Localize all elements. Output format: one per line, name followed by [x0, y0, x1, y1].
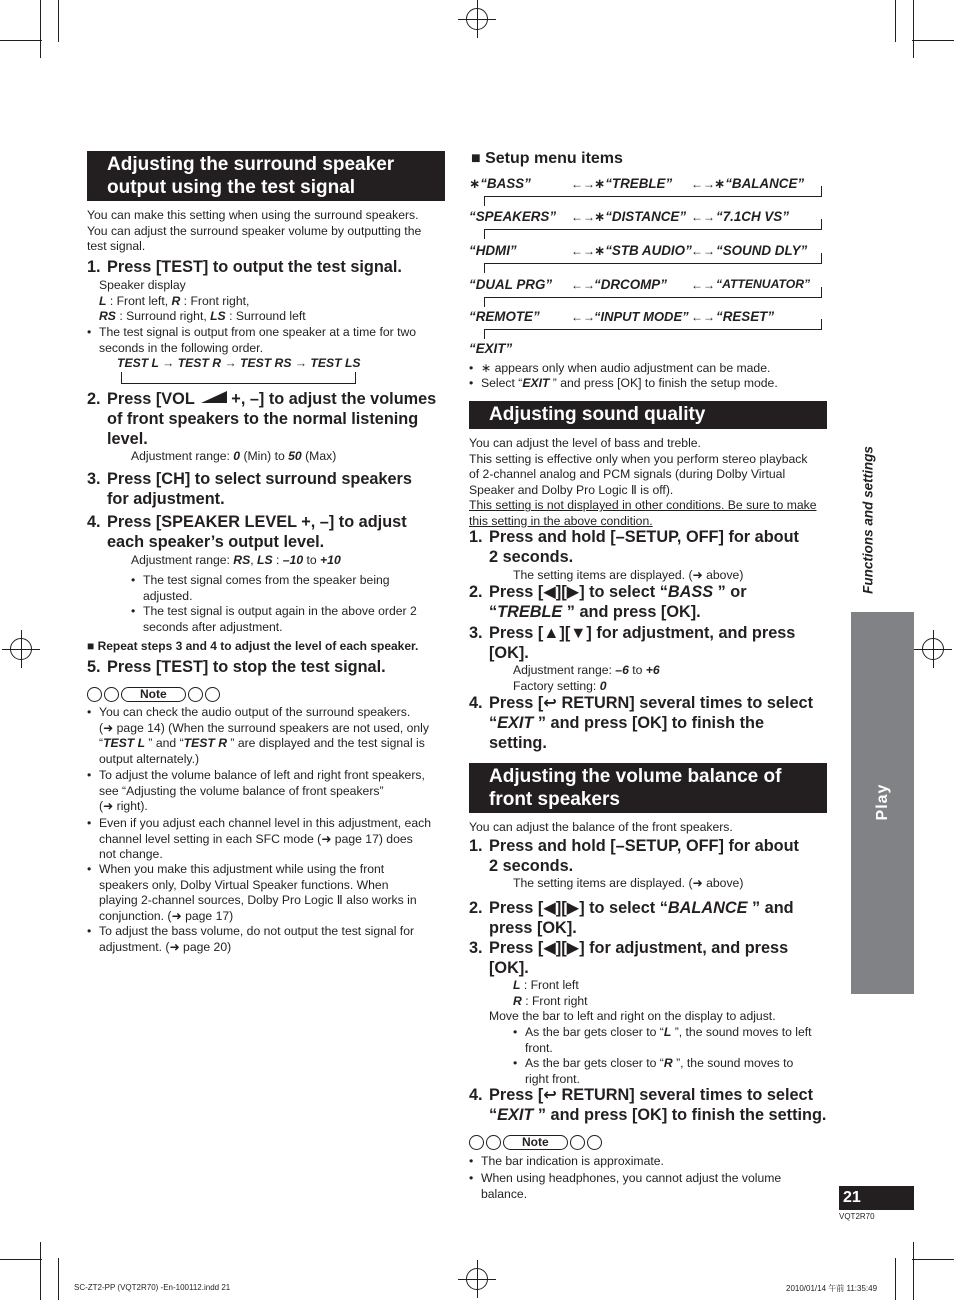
- legend-line: [99, 294, 439, 310]
- bullet-line: [525, 1056, 827, 1072]
- bidirectional-arrow-icon: ←→: [691, 278, 715, 292]
- menu-bullet: [469, 361, 827, 377]
- menu-item-drcomp: “DRCOMP”: [594, 277, 667, 292]
- intro-line: of 2-channel analog and PCM signals (during Dolby Virtual: [469, 467, 786, 482]
- step-number: 4.: [87, 513, 101, 531]
- step-number: 3.: [87, 470, 101, 488]
- bidirectional-arrow-icon: ←→: [571, 278, 595, 292]
- legend-line: [513, 978, 588, 994]
- legend-line: [513, 994, 588, 1010]
- menu-connector: [484, 196, 822, 197]
- legend-text: : Surround right,: [115, 309, 211, 324]
- crop-mark: [0, 1259, 42, 1260]
- side-tab-functions: [851, 430, 885, 610]
- step-line: Press and hold [–SETUP, OFF] for about: [489, 837, 799, 855]
- bullet-line: [525, 1025, 827, 1041]
- menu-item-input-mode: “INPUT MODE”: [594, 309, 689, 324]
- crop-mark: [912, 1259, 954, 1260]
- range-label: Factory setting:: [513, 678, 600, 693]
- step-text: ” and: [747, 899, 794, 917]
- note-item: [87, 768, 445, 815]
- note-circle: [188, 687, 203, 702]
- step-number: 3.: [469, 624, 483, 642]
- note-item: [87, 816, 445, 863]
- note-line: [99, 736, 445, 752]
- bidirectional-arrow-icon: ←→: [691, 310, 715, 324]
- sub-bullet: [131, 573, 441, 604]
- bullet-line: front.: [525, 1040, 553, 1055]
- step-line: level.: [107, 429, 148, 448]
- bullet-text: ” and press [OK] to finish the setup mode.: [549, 376, 778, 390]
- range-max: +10: [320, 553, 341, 567]
- step-key: EXIT: [497, 713, 534, 732]
- note-text: ” are displayed and the test signal is: [227, 736, 425, 751]
- repeat-instruction: ■ Repeat steps 3 and 4 to adjust the level of each speaker.: [87, 639, 419, 653]
- note-item: [469, 1154, 827, 1170]
- loop-line: [355, 372, 356, 384]
- step-text: Press [TEST] to stop the test signal.: [107, 658, 386, 676]
- legend-key: R: [171, 293, 181, 308]
- sq-step-4: [469, 694, 829, 753]
- note-item: [87, 862, 445, 924]
- crop-mark: [912, 40, 954, 41]
- note-line: channel level setting in each SFC mode (➜ page 17) does: [99, 831, 413, 846]
- crop-mark: [895, 1258, 896, 1300]
- range-text: to: [303, 553, 321, 567]
- menu-connector: [821, 253, 822, 264]
- menu-item-exit: “EXIT”: [469, 341, 513, 356]
- speaker-display-legend: [99, 278, 439, 325]
- menu-connector: [484, 229, 822, 230]
- bullet-line: right front.: [525, 1071, 580, 1086]
- menu-connector: [484, 329, 485, 339]
- step-line: for adjustment.: [107, 489, 225, 508]
- step-text: Press [VOL: [107, 390, 195, 408]
- intro-line: This setting is effective only when you perform stereo playback: [469, 451, 808, 466]
- menu-item-remote: “REMOTE”: [469, 309, 540, 324]
- range-text: to: [628, 663, 646, 677]
- range-min: –10: [282, 553, 304, 567]
- menu-item-treble: ∗“TREBLE”: [594, 176, 673, 191]
- step-line: Press and hold [–SETUP, OFF] for about: [489, 528, 799, 546]
- crop-mark: [40, 1242, 41, 1300]
- vb-legend: [513, 978, 588, 1009]
- note-line: not change.: [99, 847, 163, 862]
- note-line: speakers only, Dolby Virtual Speaker functions. When: [99, 877, 389, 892]
- range-label: Adjustment range:: [513, 663, 616, 677]
- note-line: (➜ page 14) (When the surround speakers are not used, only: [99, 720, 429, 735]
- step-text: “: [489, 1105, 498, 1124]
- note-line: balance.: [481, 1186, 528, 1201]
- vb-bullet: [513, 1025, 827, 1056]
- note-circle: [87, 687, 102, 702]
- range-text: ,: [250, 553, 258, 567]
- step-text: Press [◀][▶] to select “: [489, 583, 668, 601]
- menu-item-sound-dly: “SOUND DLY”: [716, 243, 808, 258]
- step-text: ” and press [OK] to finish the setting.: [533, 1105, 827, 1124]
- intro-line: test signal.: [87, 239, 146, 254]
- legend-title: Speaker display: [99, 278, 186, 292]
- step-text: +, –] to adjust the volumes: [226, 390, 437, 408]
- step-line: [489, 603, 829, 623]
- heading-line: Adjusting the surround speaker: [107, 154, 395, 175]
- note-item: [469, 1171, 827, 1202]
- step-number: 1.: [87, 258, 101, 276]
- legend-key: R: [513, 993, 522, 1008]
- note-text: ” and “: [145, 736, 184, 751]
- sq-step-3: [469, 624, 829, 664]
- vb-step-4: [469, 1086, 831, 1126]
- note-label: Note: [121, 687, 186, 702]
- test-order: TEST L → TEST R → TEST RS → TEST LS: [117, 356, 361, 370]
- intro-line: Speaker and Dolby Pro Logic Ⅱ is off).: [469, 482, 674, 497]
- menu-item-balance: ∗“BALANCE”: [714, 176, 805, 191]
- legend-key: L: [99, 293, 107, 308]
- step-line: Press [↩ RETURN] several times to select: [489, 694, 814, 712]
- crop-mark: [40, 0, 41, 58]
- page-number: 21: [839, 1186, 914, 1210]
- bidirectional-arrow-icon: ←→: [571, 210, 595, 224]
- range-min: 0: [233, 449, 241, 463]
- bullet-text: As the bar gets closer to “: [525, 1025, 664, 1039]
- note-header: [469, 1135, 604, 1150]
- menu-item-speakers: “SPEAKERS”: [469, 209, 557, 224]
- crop-mark: [913, 1242, 914, 1300]
- menu-item-distance: ∗“DISTANCE”: [594, 209, 687, 224]
- legend-text: : Surround left: [225, 309, 306, 324]
- footer-file: SC-ZT2-PP (VQT2R70) -En-100112.indd 21: [74, 1283, 231, 1292]
- step-line: of front speakers to the normal listening: [107, 409, 419, 428]
- step-key: EXIT: [497, 1105, 534, 1124]
- note-line: playing 2-channel sources, Dolby Pro Logic Ⅱ also works in: [99, 893, 417, 908]
- menu-item-dual-prg: “DUAL PRG”: [469, 277, 553, 292]
- vb-step-2: [469, 899, 829, 939]
- heading-line: output using the test signal: [107, 177, 356, 198]
- note-item: [87, 924, 445, 955]
- heading-line: Adjusting the volume balance of: [489, 766, 782, 787]
- crop-mark: [58, 1258, 59, 1300]
- menu-connector: [484, 196, 485, 206]
- heading-line: front speakers: [489, 789, 620, 810]
- registration-mark: [466, 8, 488, 30]
- step-text: ” or: [713, 583, 747, 601]
- crop-mark: [913, 0, 914, 58]
- step-line: press [OK].: [489, 918, 577, 937]
- bullet-text: ”, the sound moves to left: [671, 1025, 812, 1039]
- step-line: each speaker’s output level.: [107, 532, 325, 551]
- test-bullet: [87, 325, 442, 356]
- menu-item-reset: “RESET”: [716, 309, 775, 324]
- intro-line: This setting is not displayed in other conditions. Be sure to make: [469, 498, 817, 513]
- registration-mark: [10, 638, 32, 660]
- loop-line: [121, 383, 356, 384]
- range-label: Adjustment range:: [131, 553, 234, 567]
- range-text: :: [272, 553, 283, 567]
- note-line: output alternately.): [99, 751, 200, 766]
- intro-line: this setting in the above condition.: [469, 513, 653, 528]
- step-line: [OK].: [489, 958, 529, 977]
- step-line: Press [↩ RETURN] several times to select: [489, 1086, 814, 1104]
- note-line: • To adjust the bass volume, do not output the test signal for: [99, 924, 415, 938]
- legend-text: : Front left: [520, 978, 579, 992]
- note-line: • Even if you adjust each channel level in this adjustment, each: [99, 816, 431, 830]
- range-min: –6: [615, 663, 629, 677]
- step-line: Press [◀][▶] for adjustment, and press: [489, 939, 789, 957]
- step-line: [OK].: [489, 643, 529, 662]
- menu-item-attenuator: “ATTENUATOR”: [716, 277, 811, 291]
- menu-item-hdmi: “HDMI”: [469, 243, 517, 258]
- step-number: 4.: [469, 694, 483, 712]
- note-header: [87, 687, 222, 702]
- menu-connector: [484, 263, 485, 273]
- bidirectional-arrow-icon: ←→: [571, 244, 595, 258]
- range-line: [513, 663, 660, 679]
- crop-mark: [58, 0, 59, 42]
- registration-mark: [922, 638, 944, 660]
- note-circle: [587, 1135, 602, 1150]
- vb-move-text: Move the bar to left and right on the display to adjust.: [489, 1009, 776, 1023]
- sound-quality-intro: [469, 436, 829, 530]
- note-line: • When you make this adjustment while using the front: [99, 862, 385, 876]
- bullet-line: seconds in the following order.: [99, 340, 263, 355]
- heading-line: Adjusting sound quality: [489, 404, 706, 425]
- volume-range: [131, 449, 336, 465]
- step-text: ” and press [OK].: [562, 602, 701, 621]
- bidirectional-arrow-icon: ←→: [691, 244, 715, 258]
- menu-connector: [484, 229, 485, 239]
- menu-connector: [484, 263, 822, 264]
- menu-item-stb-audio: ∗“STB AUDIO”: [594, 243, 692, 258]
- range-max: 50: [288, 449, 302, 463]
- surround-test-heading: [87, 151, 445, 201]
- volume-balance-heading: [469, 763, 827, 813]
- sq-step-1: [469, 528, 829, 568]
- bullet-text: As the bar gets closer to “: [525, 1056, 664, 1070]
- legend-key: L: [513, 978, 521, 992]
- legend-text: : Front right,: [180, 293, 250, 308]
- bullet-line: [481, 376, 827, 392]
- note-circle: [205, 687, 220, 702]
- step-5: [87, 658, 445, 678]
- vb-step-3: [469, 939, 829, 979]
- note-item: [87, 705, 445, 767]
- bidirectional-arrow-icon: ←→: [571, 310, 595, 324]
- bullet-key: EXIT: [522, 376, 550, 390]
- crop-mark: [0, 40, 42, 41]
- step-number: 1.: [469, 837, 483, 855]
- bullet-text: Select “: [481, 376, 523, 390]
- bidirectional-arrow-icon: ←→: [691, 177, 715, 191]
- legend-key: RS: [99, 309, 116, 324]
- step-line: 2 seconds.: [489, 547, 574, 566]
- step-line: Press [SPEAKER LEVEL +, –] to adjust: [107, 513, 407, 531]
- menu-item-bass: ∗“BASS”: [469, 176, 531, 191]
- legend-text: : Front right: [521, 993, 588, 1008]
- bullet-line: • ∗ appears only when audio adjustment can be made.: [481, 361, 771, 375]
- step-text: “: [489, 713, 498, 732]
- note-circle: [570, 1135, 585, 1150]
- step-line: Press [▲][▼] for adjustment, and press: [489, 624, 796, 642]
- range-text: (Max): [301, 449, 337, 463]
- range-text: (Min) to: [240, 449, 289, 463]
- bullet-line: • The test signal is output from one speaker at a time for two: [99, 325, 417, 339]
- note-line: conjunction. (➜ page 17): [99, 908, 234, 923]
- step-line: [489, 583, 829, 603]
- step-line: [489, 714, 829, 734]
- factory-value: 0: [599, 678, 607, 693]
- note-key: TEST L: [103, 736, 146, 751]
- step-line: Press [CH] to select surround speakers: [107, 470, 412, 488]
- step-number: 5.: [87, 658, 101, 676]
- intro-line: You can make this setting when using the surround speakers.: [87, 208, 419, 222]
- menu-bullet: [469, 376, 827, 392]
- step-text: Press [TEST] to output the test signal.: [107, 258, 402, 276]
- bullet-text: ”, the sound moves to: [672, 1056, 794, 1070]
- step-text: Press [◀][▶] to select “: [489, 899, 668, 917]
- step-1: [87, 258, 445, 278]
- note-line: see “Adjusting the volume balance of front speakers”: [99, 783, 384, 798]
- setup-menu-title: ■ Setup menu items: [471, 150, 623, 167]
- step-text: “: [489, 602, 498, 621]
- step-number: 2.: [87, 390, 101, 408]
- note-label: Note: [503, 1135, 568, 1150]
- bullet-line: seconds after adjustment.: [143, 619, 283, 634]
- range-key: LS: [257, 553, 273, 567]
- step-key: BASS: [667, 583, 714, 601]
- step-line: [489, 899, 829, 919]
- intro-line: You can adjust the level of bass and treble.: [469, 436, 701, 450]
- model-code: VQT2R70: [839, 1212, 875, 1221]
- note-key: TEST R: [183, 736, 228, 751]
- bidirectional-arrow-icon: ←→: [691, 210, 715, 224]
- step-number: 2.: [469, 899, 483, 917]
- vb-step-1-sub: The setting items are displayed. (➜ above): [513, 876, 744, 890]
- menu-connector: [821, 219, 822, 230]
- surround-intro: [87, 208, 445, 255]
- step-number: 4.: [469, 1086, 483, 1104]
- step-3: [87, 470, 445, 510]
- side-tab-play: [851, 612, 914, 994]
- bullet-line: adjusted.: [143, 588, 193, 603]
- menu-item-7-1ch-vs: “7.1CH VS”: [716, 209, 789, 224]
- step-2: [87, 390, 445, 449]
- sub-bullet: [131, 604, 441, 635]
- menu-connector: [484, 297, 485, 307]
- side-tab-label: Play: [873, 783, 891, 821]
- vb-bullet: [513, 1056, 827, 1087]
- intro-line: You can adjust the surround speaker volume by outputting the: [87, 223, 422, 238]
- crop-mark: [895, 0, 896, 42]
- note-line: • When using headphones, you cannot adjust the volume: [481, 1171, 782, 1185]
- menu-connector: [484, 329, 822, 330]
- menu-connector: [821, 186, 822, 197]
- note-circle: [104, 687, 119, 702]
- step-text: ” and press [OK] to finish the: [533, 713, 765, 732]
- note-circle: [469, 1135, 484, 1150]
- step-key: TREBLE: [497, 602, 563, 621]
- menu-connector: [821, 319, 822, 330]
- step-number: 1.: [469, 528, 483, 546]
- legend-text: : Front left,: [106, 293, 172, 308]
- bullet-line: • The test signal is output again in the above order 2: [143, 604, 417, 618]
- range-line: [513, 679, 660, 695]
- range-label: Adjustment range:: [131, 449, 234, 463]
- note-text: “: [99, 736, 104, 751]
- note-line: • To adjust the volume balance of left and right front speakers,: [99, 768, 425, 782]
- step-number: 3.: [469, 939, 483, 957]
- bullet-key: L: [663, 1025, 672, 1039]
- sq-step-2: [469, 583, 829, 623]
- volume-balance-intro: You can adjust the balance of the front speakers.: [469, 820, 733, 834]
- legend-key: LS: [210, 309, 226, 324]
- menu-connector: [821, 287, 822, 298]
- speaker-level-range: [131, 553, 341, 569]
- step-line: 2 seconds.: [489, 856, 574, 875]
- note-line: • The bar indication is approximate.: [481, 1154, 664, 1168]
- range-key: RS: [233, 553, 251, 567]
- bullet-line: • The test signal comes from the speaker being: [143, 573, 390, 587]
- step-line: [489, 1106, 831, 1126]
- bullet-key: R: [663, 1056, 673, 1070]
- legend-line: [99, 309, 439, 325]
- note-line: adjustment. (➜ page 20): [99, 939, 232, 954]
- step-key: BALANCE: [667, 899, 748, 917]
- note-line: (➜ right).: [99, 799, 148, 814]
- vb-step-1: [469, 837, 829, 877]
- side-tab-label: Functions and settings: [860, 446, 876, 594]
- footer-timestamp: 2010/01/14 午前 11:35:49: [786, 1284, 878, 1293]
- bidirectional-arrow-icon: ←→: [571, 177, 595, 191]
- volume-wedge-icon: [201, 391, 227, 403]
- step-4: [87, 513, 445, 553]
- note-line: • You can check the audio output of the surround speakers.: [99, 705, 411, 719]
- registration-mark: [466, 1268, 488, 1290]
- step-number: 2.: [469, 583, 483, 601]
- note-circle: [486, 1135, 501, 1150]
- step-line: setting.: [489, 733, 547, 752]
- range-max: +6: [645, 663, 660, 677]
- step-line: [107, 390, 445, 410]
- sq-range: [513, 663, 660, 694]
- menu-connector: [484, 297, 822, 298]
- sound-quality-heading: [469, 401, 827, 429]
- sq-step-1-sub: The setting items are displayed. (➜ above): [513, 568, 744, 582]
